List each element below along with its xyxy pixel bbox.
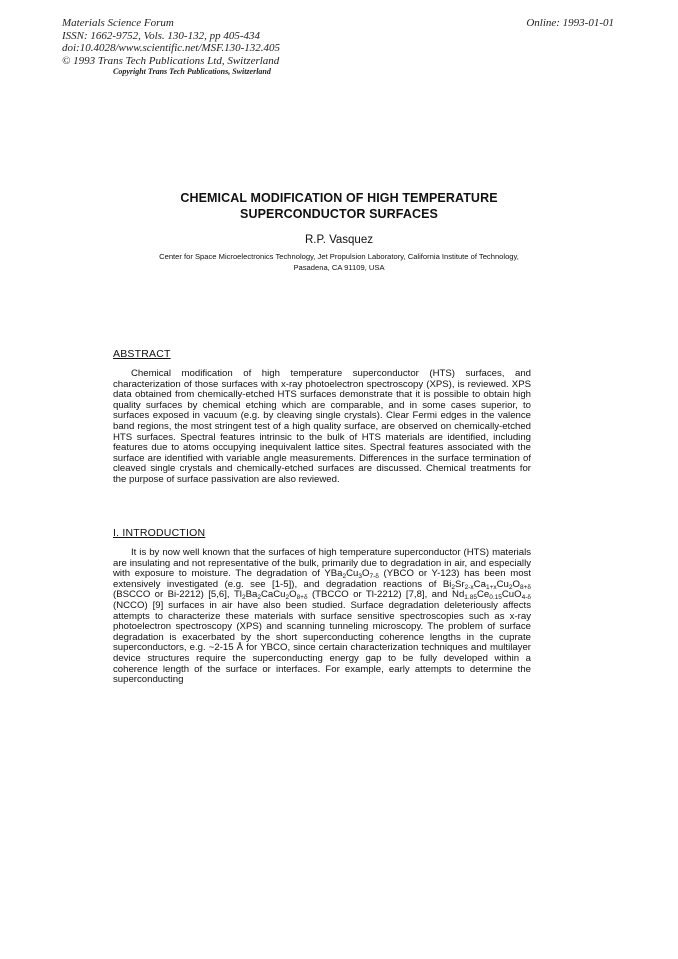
formula-bscco: $Bi_2Sr_{2-x}Ca_{1+x}Cu_2O_{8+\delta}$: [442, 578, 531, 591]
formula-tbcco: $Tl_2Ba_2CaCu_2O_{8+\delta}$: [233, 589, 308, 602]
formula-ncco: $Nd_{1.85}Ce_{0.15}CuO_{4-\delta}$: [452, 589, 532, 602]
formula-ybco: $YBa_2Cu_3O_{7-\delta}$: [324, 568, 379, 581]
abstract-body: [113, 369, 531, 486]
online-date: Online: 1993-01-01: [526, 17, 614, 29]
intro-text-2: (YBCO or Y-123) has been most extensively investigated (e.g. see [1-5]), and degradation reactions of: [113, 568, 531, 590]
journal-header: [62, 17, 280, 67]
author: R.P. Vasquez: [305, 234, 373, 246]
affiliation: [0, 251, 678, 273]
abstract-text: Chemical modification of high temperature superconductor (HTS) surfaces, and characterization of those surfaces with x-ray photoelectron spectroscopy (XPS), is reviewed. XPS data obtained from chemically-etched HTS surfaces demonstrate that it is possible to obtain high quality surfaces by chemical etching which are comparable, and in some cases superior, to surfaces exposed in vacuum (e.g. by cleaving single crystals). Clear Fermi edges in the valence band regions, the most stringent test of a high quality surface, are observed on chemically-etched HTS surfaces. Spectral features intrinsic to the bulk of HTS materials are identified, including features due to atoms occupying inequivalent lattice sites. Spectral features associated with the surface are identified with variable angle measurements. Differences in the surface termination of cleaved single crystals and chemically-etched surfaces are discussed. Chemical treatments for the purpose of surface passivation are also reviewed.: [113, 368, 531, 485]
intro-text-3: (BSCCO or Bi-2212) [5,6],: [113, 589, 230, 601]
intro-text-4: (TBCCO or Tl-2212) [7,8], and: [311, 589, 448, 601]
abstract-heading: ABSTRACT: [113, 348, 171, 360]
intro-text-5: (NCCO) [9] surfaces in air have also been studied. Surface degradation deleteriously affects attempts to characterize these materials with surface sensitive spectroscopies such as x-ray photoelectron spectroscopy (XPS) and scanning tunneling microscopy. The problem of surface degradation is exacerbated by the short superconducting coherence lengths in the cuprate superconductors, e.g. ~2-15 Å for YBCO, since certain characterization techniques and multilayer device structures require the superconducting energy gap to be fully developed within a coherence length of the surface or interfaces. For example, early attempts to determine the superconducting: [113, 599, 531, 686]
title-line-1: CHEMICAL MODIFICATION OF HIGH TEMPERATURE: [180, 191, 498, 205]
intro-text-1: It is by now well known that the surfaces of high temperature superconductor (HTS) materials are insulating and not representative of the bulk, primarily due to degradation in air, and especially with exposure to moisture. The degradation of: [113, 547, 531, 580]
introduction-heading: I. INTRODUCTION: [113, 527, 206, 539]
paper-title: [0, 190, 678, 222]
affiliation-line-1: Center for Space Microelectronics Technology, Jet Propulsion Laboratory, California Institute of Technology,: [159, 252, 519, 261]
issn-line: ISSN: 1662-9752, Vols. 130-132, pp 405-434: [62, 29, 260, 42]
introduction-paragraph: [113, 548, 531, 686]
journal-name: Materials Science Forum: [62, 17, 174, 29]
introduction-body: [113, 548, 531, 686]
title-line-2: SUPERCONDUCTOR SURFACES: [240, 207, 438, 221]
copyright-line: Copyright Trans Tech Publications, Switzerland: [113, 67, 271, 76]
doi-link[interactable]: doi:10.4028/www.scientific.net/MSF.130-132.405: [62, 42, 281, 54]
affiliation-line-2: Pasadena, CA 91109, USA: [293, 263, 385, 272]
publisher-copyright: © 1993 Trans Tech Publications Ltd, Switzerland: [62, 54, 280, 67]
